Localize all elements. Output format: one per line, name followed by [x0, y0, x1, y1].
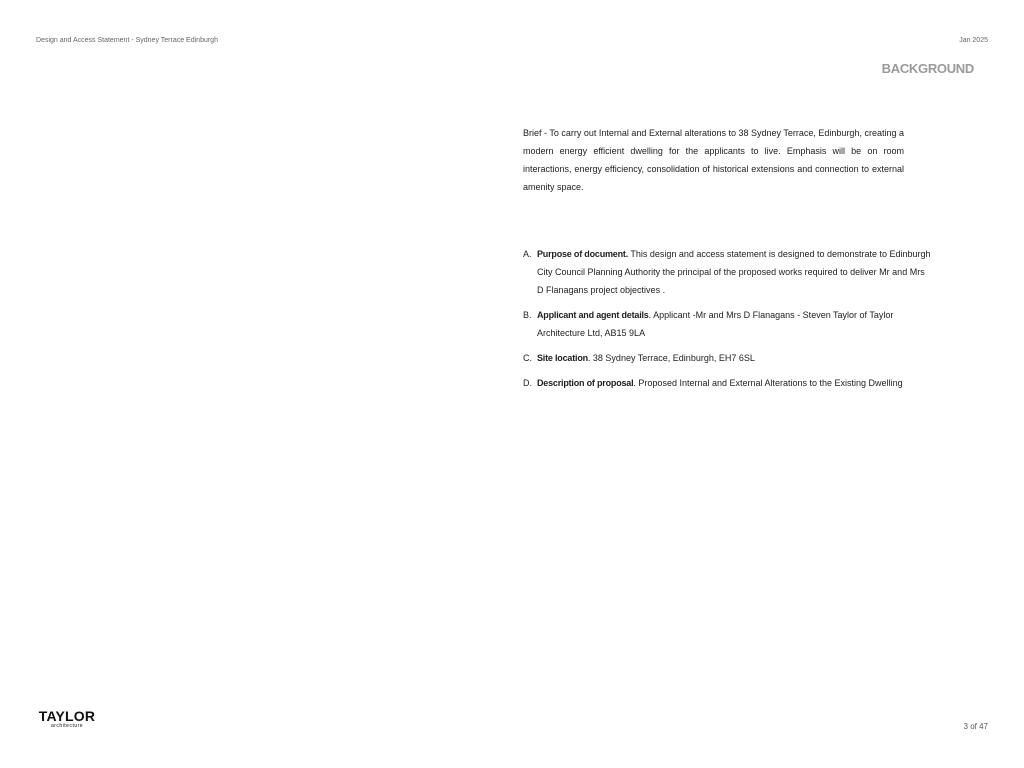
details-list: [523, 245, 933, 399]
document-title: Design and Access Statement - Sydney Terrace Edinburgh: [36, 37, 218, 44]
details-item-body: [537, 374, 933, 392]
details-item-applicant: [523, 306, 933, 342]
details-item-text: . 38 Sydney Terrace, Edinburgh, EH7 6SL: [587, 353, 755, 363]
details-item-text: . Proposed Internal and External Alterations to the Existing Dwelling: [633, 378, 903, 388]
brief-paragraph: Brief - To carry out Internal and External alterations to 38 Sydney Terrace, Edinburgh, creating a modern energy efficient dwelling for the applicants to live. Emphasis will be on room interactions, energy efficiency, consolidation of historical extensions and connection to external amenity space.: [523, 128, 904, 192]
details-item-letter: C.: [523, 353, 532, 363]
details-item-label: Purpose of document.: [537, 249, 629, 259]
details-item-label: Site location: [537, 353, 588, 363]
details-item-letter: A.: [523, 249, 532, 259]
logo-subtitle: architecture: [50, 723, 84, 729]
details-item-text: . Applicant -Mr and Mrs D Flanagans - Steven Taylor of Taylor Architecture Ltd, AB15 9LA: [537, 310, 894, 338]
details-item-body: [537, 245, 933, 299]
details-item-purpose: [523, 245, 933, 299]
taylor-architecture-logo: [37, 709, 97, 729]
details-item-site-location: [523, 349, 933, 367]
logo-wordmark: TAYLOR: [38, 708, 96, 724]
section-title: BACKGROUND: [881, 61, 974, 76]
details-item-body: [537, 306, 933, 342]
page-number: 3 of 47: [963, 722, 988, 731]
details-item-letter: B.: [523, 310, 532, 320]
details-item-letter: D.: [523, 378, 532, 388]
details-item-body: [537, 349, 933, 367]
details-item-text: This design and access statement is designed to demonstrate to Edinburgh City Council Planning Authority the principal of the proposed works required to deliver Mr and Mrs D Flanagans project objectives .: [537, 249, 931, 295]
details-item-proposal: [523, 374, 933, 392]
document-date: Jan 2025: [959, 37, 988, 44]
details-item-label: Description of proposal: [537, 378, 634, 388]
details-item-label: Applicant and agent details: [537, 310, 649, 320]
